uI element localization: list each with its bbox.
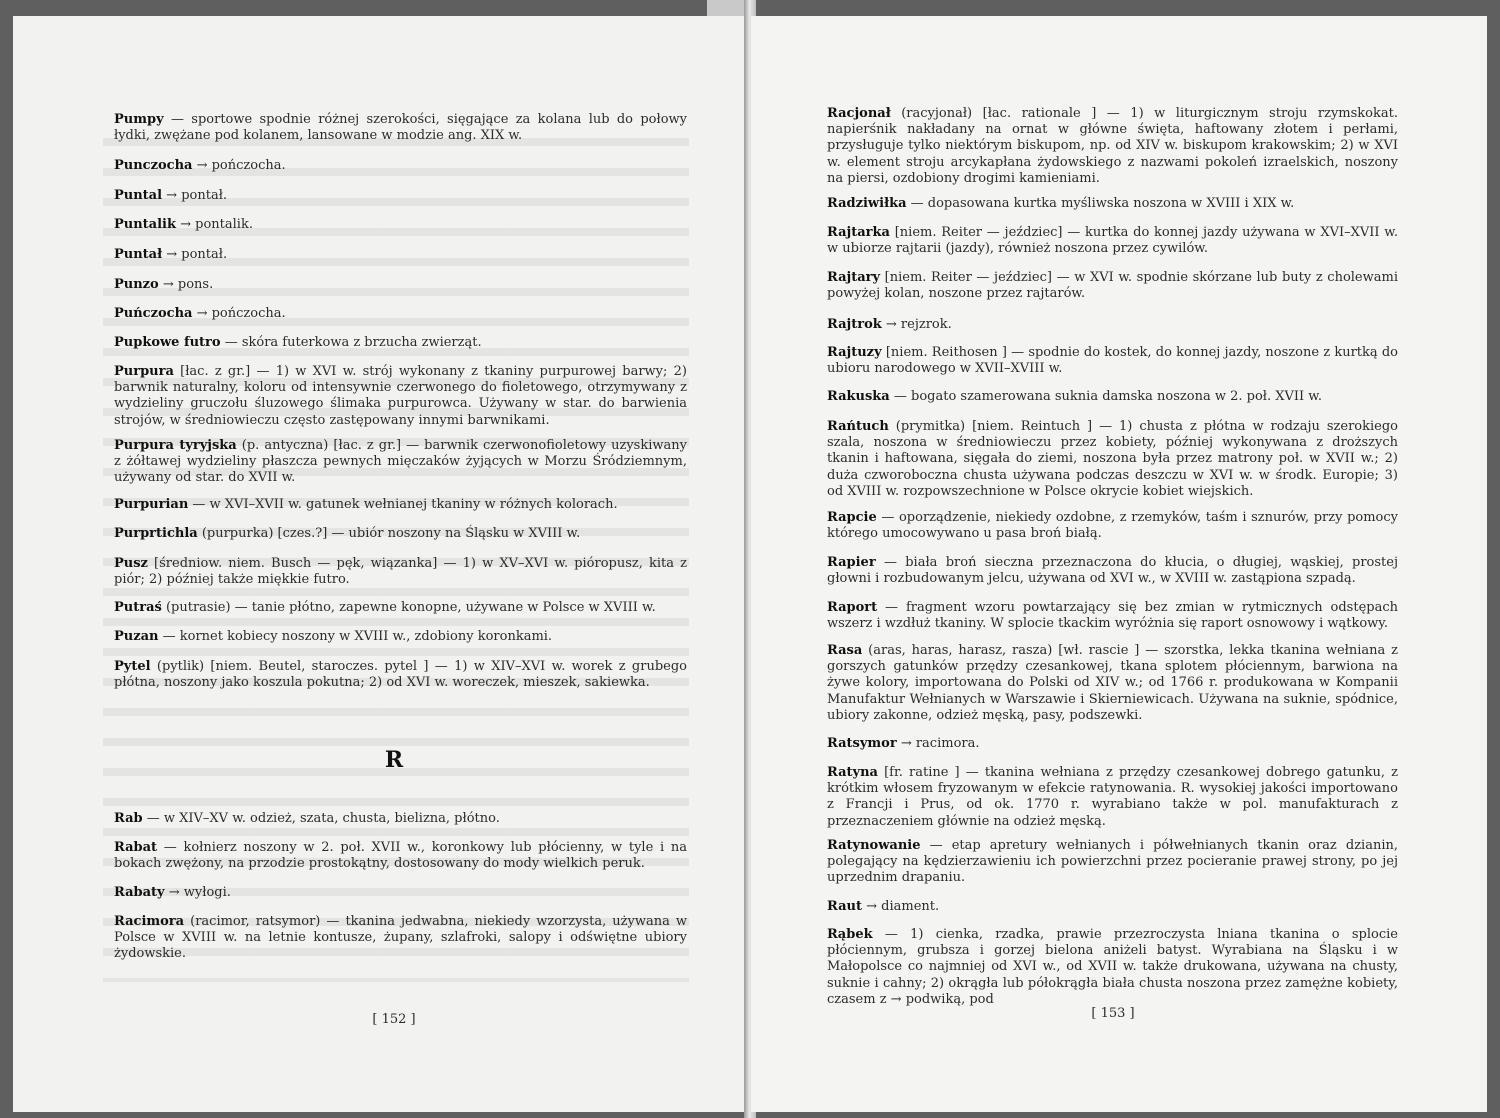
- dictionary-entry: Puńczocha → pończocha.: [114, 306, 286, 321]
- dictionary-entry: Rab — w XIV–XV w. odzież, szata, chusta, bielizna, płótno.: [114, 811, 500, 826]
- dictionary-entry: Rapier — biała broń sieczna przeznaczona do kłucia, o długiej, wąskiej, prostej głowni i rozbudowanym jelcu, używana od XVI w., w XVIII w. zastąpiona szpadą.: [827, 555, 1398, 587]
- dictionary-entry: Ratyna [fr. ratine ] — tkanina wełniana z przędzy czesankowej dobrego gatunku, z krótkim włosem fryzowanym w efekcie ratynowania. R. wysokiej jakości importowano z Francji i Prus, od ok. 1770 r. wyrabiano także w pol. manufakturach z przeznaczeniem głównie na odzież męską.: [827, 765, 1398, 829]
- dictionary-entry: Rańtuch (prymitka) [niem. Reintuch ] — 1) chusta z płótna w rodzaju szerokiego szala, noszona w średniowieczu przez kobiety, później wykonywana z droższych tkanin i haftowana, sięgała do ziemi, noszona była przez matrony poł. w XVII w.; 2) duża czworoboczna chusta używana podczas deszczu w XVI w. w środk. Europie; 3) od XVIII w. rozpowszechnione w Polsce okrycie kobiet wiejskich.: [827, 419, 1398, 499]
- dictionary-entry: Racimora (racimor, ratsymor) — tkanina jedwabna, niekiedy wzorzysta, używana w Polsce w XVIII w. na letnie kontusze, żupany, szlafroki, salopy i odświętne ubiory żydowskie.: [114, 914, 687, 962]
- left-page: [13, 16, 749, 1112]
- dictionary-entry: Purprtichla (purpurka) [czes.?] — ubiór noszony na Śląsku w XVIII w.: [114, 526, 581, 541]
- dictionary-entry: Radziwiłka — dopasowana kurtka myśliwska noszona w XVIII i XIX w.: [827, 196, 1295, 211]
- dictionary-entry: Pumpy — sportowe spodnie różnej szerokości, sięgające za kolana lub do połowy łydki, zwężane pod kolanem, lansowane w modzie ang. XIX w.: [114, 112, 687, 144]
- dictionary-entry: Puntalik → pontalik.: [114, 217, 253, 232]
- dictionary-entry: Raut → diament.: [827, 899, 940, 914]
- dictionary-entry: Puntał → pontał.: [114, 247, 228, 262]
- dictionary-entry: Pupkowe futro — skóra futerkowa z brzucha zwierząt.: [114, 335, 482, 350]
- dictionary-entry: Putraś (putrasie) — tanie płótno, zapewne konopne, używane w Polsce w XVIII w.: [114, 600, 656, 615]
- dictionary-entry: Rajtarka [niem. Reiter — jeździec] — kurtka do konnej jazdy używana w XVI–XVII w. w ubiorze rajtarii (jazdy), również noszona przez cywilów.: [827, 225, 1398, 257]
- dictionary-entry: Rapcie — oporządzenie, niekiedy ozdobne, z rzemyków, taśm i sznurów, przy pomocy którego umocowywano u pasa broń białą.: [827, 510, 1398, 542]
- dictionary-entry: Rajtrok → rejzrok.: [827, 317, 952, 332]
- dictionary-entry: Racjonał (racyjonał) [łac. rationale ] — 1) w liturgicznym stroju rzymskokat. napierśnik nakładany na ornat w główne święta, haftowany złotem i perłami, przysługuje tylko niektórym biskupom, np. od XIV w. biskupom krakowskim; 2) w XVI w. element stroju arcykapłana żydowskiego z nazwami pokoleń izraelskich, noszony na piersi, ozdobiony drogimi kamieniami.: [827, 106, 1398, 186]
- dictionary-entry: Purpura tyryjska (p. antyczna) [łac. z gr.] — barwnik czerwonofioletowy uzyskiwany z żółtawej wydzieliny płaszcza pewnych mięczaków żyjących w Morzu Śródziemnym, używany od star. do XVII w.: [114, 438, 687, 486]
- dictionary-entry: Rąbek — 1) cienka, rzadka, prawie przezroczysta lniana tkanina o splocie płóciennym, grubsza i gorzej bielona aniżeli batyst. Wyrabiana na Śląsku i w Małopolsce co najmniej od XVI w., od XVII w. także drukowana, używana na chusty, suknie i cahny; 2) okrągła lub półokrągła biała chusta noszona przez zamężne kobiety, czasem z → podwiką, pod: [827, 927, 1398, 1007]
- dictionary-entry: Puntal → pontał.: [114, 188, 228, 203]
- dictionary-entry: Rabat — kołnierz noszony w 2. poł. XVII w., koronkowy lub płócienny, w tyle i na bokach zwężony, na przodzie prostokątny, dostosowany do mody wielkich peruk.: [114, 840, 687, 872]
- dictionary-entry: Raport — fragment wzoru powtarzający się bez zmian w rytmicznych odstępach wszerz i wzdłuż tkaniny. W splocie tkackim wyróżnia się raport osnowowy i wątkowy.: [827, 600, 1398, 632]
- dictionary-entry: Rajtuzy [niem. Reithosen ] — spodnie do kostek, do konnej jazdy, noszone z kurtką do ubioru narodowego w XVII–XVIII w.: [827, 345, 1398, 377]
- dictionary-entry: Ratynowanie — etap apretury wełnianych i półwełnianych tkanin oraz dzianin, polegający na kędzierzawieniu ich powierzchni przez pocieranie prawej strony, po jej uprzednim drapaniu.: [827, 838, 1398, 886]
- dictionary-entry: Rabaty → wyłogi.: [114, 885, 231, 900]
- dictionary-entry: Rasa (aras, haras, harasz, rasza) [wł. rascie ] — szorstka, lekka tkanina wełniana z gorszych gatunków przędzy czesankowej, tkana splotem płóciennym, barwiona na żywe kolory, importowana do Polski od XIV w.; od 1766 r. produkowana w Kompanii Manufaktur Wełnianych w Warszawie i Skierniewicach. Używana na suknie, spódnice, ubiory zakonne, odzież męską, pasy, podszewki.: [827, 643, 1398, 723]
- dictionary-entry: Punczocha → pończocha.: [114, 158, 286, 173]
- dictionary-entry: Rajtary [niem. Reiter — jeździec] — w XVI w. spodnie skórzane lub buty z cholewami powyżej kolan, noszone przez rajtarów.: [827, 270, 1398, 302]
- page-number: [ 152 ]: [372, 1012, 416, 1027]
- dictionary-entry: Purpura [łac. z gr.] — 1) w XVI w. strój wykonany z tkaniny purpurowej barwy; 2) barwnik naturalny, koloru od intensywnie czerwonego do fioletowego, otrzymywany z wydzieliny gruczołu śluzowego ślimaka purpurowca. Używany w star. do barwienia strojów, w średniowieczu często zastępowany innymi barwnikami.: [114, 364, 687, 428]
- dictionary-entry: Pytel (pytlik) [niem. Beutel, staroczes. pytel ] — 1) w XIV–XVI w. worek z grubego płótna, noszony jako koszula pokutna; 2) od XVI w. woreczek, mieszek, sakiewka.: [114, 659, 687, 691]
- dictionary-entry: Punzo → pons.: [114, 277, 214, 292]
- page-number: [ 153 ]: [1091, 1006, 1135, 1021]
- dictionary-entry: Ratsymor → racimora.: [827, 736, 980, 751]
- dictionary-entry: Pusz [średniow. niem. Busch — pęk, wiązanka] — 1) w XV–XVI w. pióropusz, kita z piór; 2) później także miękkie futro.: [114, 556, 687, 588]
- dictionary-entry: Rakuska — bogato szamerowana suknia damska noszona w 2. poł. XVII w.: [827, 389, 1323, 404]
- dictionary-entry: Purpurian — w XVI–XVII w. gatunek wełnianej tkaniny w różnych kolorach.: [114, 497, 618, 512]
- right-page: [751, 16, 1487, 1112]
- dictionary-entry: Puzan — kornet kobiecy noszony w XVIII w., zdobiony koronkami.: [114, 629, 553, 644]
- section-letter: R: [384, 747, 404, 773]
